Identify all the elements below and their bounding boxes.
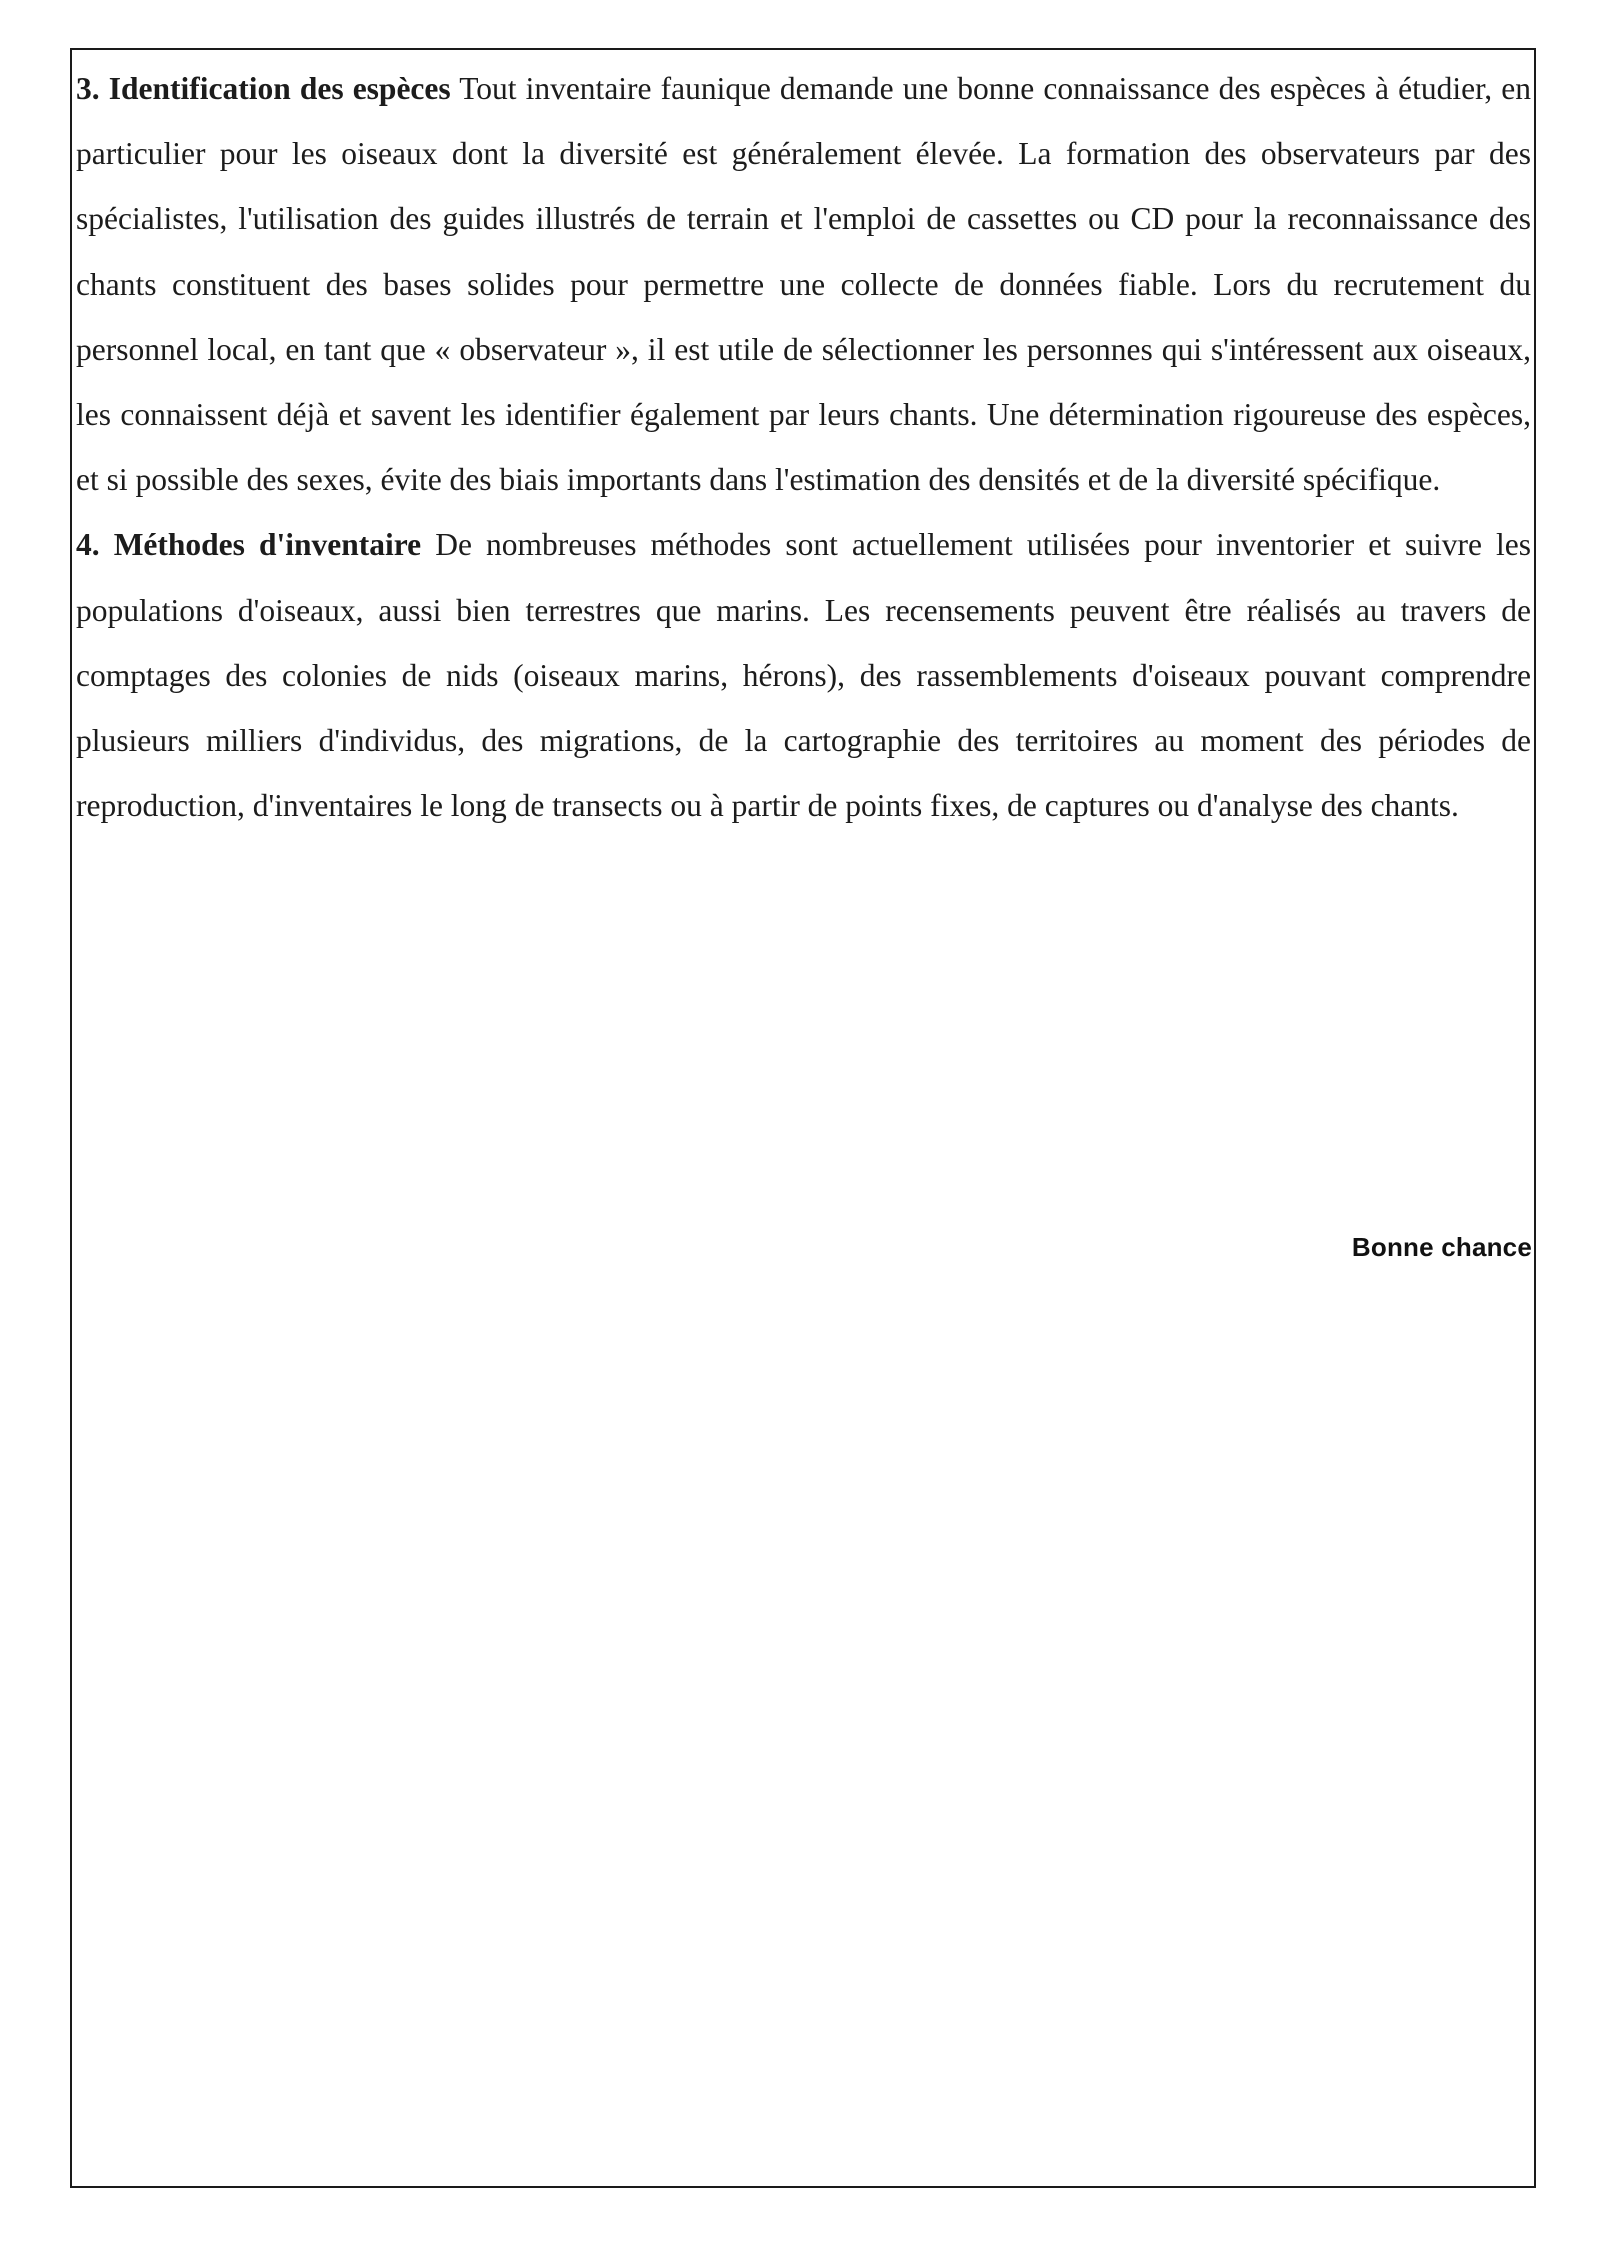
section-4-paragraph xyxy=(76,512,1531,838)
section-3-paragraph xyxy=(76,56,1531,512)
section-3-number: 3. xyxy=(76,71,100,106)
section-3-body: Tout inventaire faunique demande une bonne connaissance des espèces à étudier, en particulier pour les oiseaux dont la diversité est généralement élevée. La formation des observateurs par des spécialistes, l'utilisation des guides illustrés de terrain et l'emploi de cassettes ou CD pour la reconnaissance des chants constituent des bases solides pour permettre une collecte de données fiable. Lors du recrutement du personnel local, en tant que « observateur », il est utile de sélectionner les personnes qui s'intéressent aux oiseaux, les connaissent déjà et savent les identifier également par leurs chants. Une détermination rigoureuse des espèces, et si possible des sexes, évite des biais importants dans l'estimation des densités et de la diversité spécifique. xyxy=(76,71,1531,498)
section-4-number: 4. xyxy=(76,527,100,563)
section-3-heading: Identification des espèces xyxy=(108,71,451,106)
section-4-body: De nombreuses méthodes sont actuellement utilisées pour inventorier et suivre les populations d'oiseaux, aussi bien terrestres que marins. Les recensements peuvent être réalisés au travers de comptages des colonies de nids (oiseaux marins, hérons), des rassemblements d'oiseaux pouvant comprendre plusieurs milliers d'individus, des migrations, de la cartographie des territoires au moment des périodes de reproduction, d'inventaires le long de transects ou à partir de points fixes, de captures ou d'analyse des chants. xyxy=(76,527,1532,824)
closing-text: Bonne chance xyxy=(1351,1232,1532,1262)
document-body xyxy=(76,56,1531,838)
section-4-heading: Méthodes d'inventaire xyxy=(113,527,422,563)
